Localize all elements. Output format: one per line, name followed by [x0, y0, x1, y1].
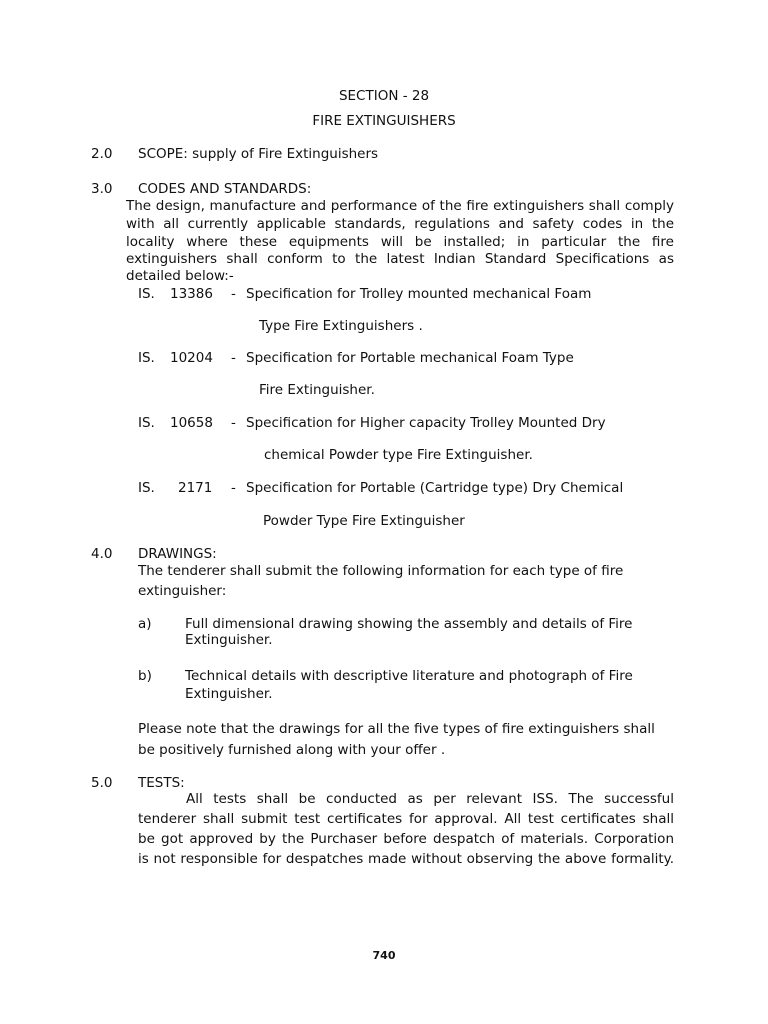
standard-dash: -	[231, 286, 236, 302]
list-item-text-cont: Extinguisher.	[185, 632, 273, 648]
standard-description: Specification for Portable mechanical Foam Type	[246, 350, 574, 366]
standard-description-cont: Fire Extinguisher.	[259, 382, 375, 398]
tests-paragraph-line: tenderer shall submit test certificates for approval. All test certificates shall	[138, 811, 674, 827]
standard-is-label: IS.	[138, 286, 155, 302]
scope-number: 2.0	[91, 146, 113, 162]
codes-paragraph-line: locality where these equipments will be installed; in particular the fire	[126, 234, 674, 250]
list-item-label: b)	[138, 668, 152, 684]
standard-description: Specification for Portable (Cartridge type) Dry Chemical	[246, 480, 624, 496]
list-item-text-cont: Extinguisher.	[185, 686, 273, 702]
codes-paragraph-line: extinguishers shall conform to the latest Indian Standard Specifications as	[126, 251, 674, 267]
codes-paragraph-line: The design, manufacture and performance of the fire extinguishers shall comply	[126, 198, 674, 214]
tests-heading: TESTS:	[138, 775, 185, 791]
standard-is-label: IS.	[138, 480, 155, 496]
standard-code: 13386	[170, 286, 213, 302]
codes-paragraph-line: with all currently applicable standards, regulations and safety codes in the	[126, 216, 674, 232]
standard-dash: -	[231, 350, 236, 366]
page-title: FIRE EXTINGUISHERS	[312, 113, 456, 129]
tests-paragraph-line: All tests shall be conducted as per relevant ISS. The successful	[186, 791, 674, 807]
list-item-label: a)	[138, 616, 152, 632]
drawings-note-line: be positively furnished along with your offer .	[138, 742, 446, 758]
drawings-note-line: Please note that the drawings for all the five types of fire extinguishers shall	[138, 721, 655, 737]
standard-description-cont: Type Fire Extinguishers .	[259, 318, 423, 334]
codes-number: 3.0	[91, 181, 113, 197]
standard-description: Specification for Higher capacity Trolley Mounted Dry	[246, 415, 606, 431]
drawings-heading: DRAWINGS:	[138, 546, 217, 562]
standard-description: Specification for Trolley mounted mechanical Foam	[246, 286, 592, 302]
list-item-text: Technical details with descriptive literature and photograph of Fire	[185, 668, 633, 684]
standard-dash: -	[231, 415, 236, 431]
standard-is-label: IS.	[138, 350, 155, 366]
drawings-number: 4.0	[91, 546, 113, 562]
tests-number: 5.0	[91, 775, 113, 791]
tests-paragraph-line: is not responsible for despatches made without observing the above formality.	[138, 851, 674, 867]
scope-text: SCOPE: supply of Fire Extinguishers	[138, 146, 379, 162]
standard-code: 2171	[178, 480, 213, 496]
standard-code: 10204	[170, 350, 213, 366]
standard-code: 10658	[170, 415, 213, 431]
list-item-text: Full dimensional drawing showing the assembly and details of Fire	[185, 616, 633, 632]
tests-paragraph-line: be got approved by the Purchaser before despatch of materials. Corporation	[138, 831, 674, 847]
drawings-intro-line: extinguisher:	[138, 583, 227, 599]
standard-is-label: IS.	[138, 415, 155, 431]
standard-description-cont: chemical Powder type Fire Extinguisher.	[264, 447, 533, 463]
codes-paragraph-line: detailed below:-	[126, 268, 234, 284]
standard-description-cont: Powder Type Fire Extinguisher	[263, 513, 465, 529]
codes-heading: CODES AND STANDARDS:	[138, 181, 312, 197]
section-heading: SECTION - 28	[338, 88, 430, 104]
standard-dash: -	[231, 480, 236, 496]
page-number: 740	[372, 949, 396, 962]
drawings-intro-line: The tenderer shall submit the following information for each type of fire	[138, 563, 624, 579]
